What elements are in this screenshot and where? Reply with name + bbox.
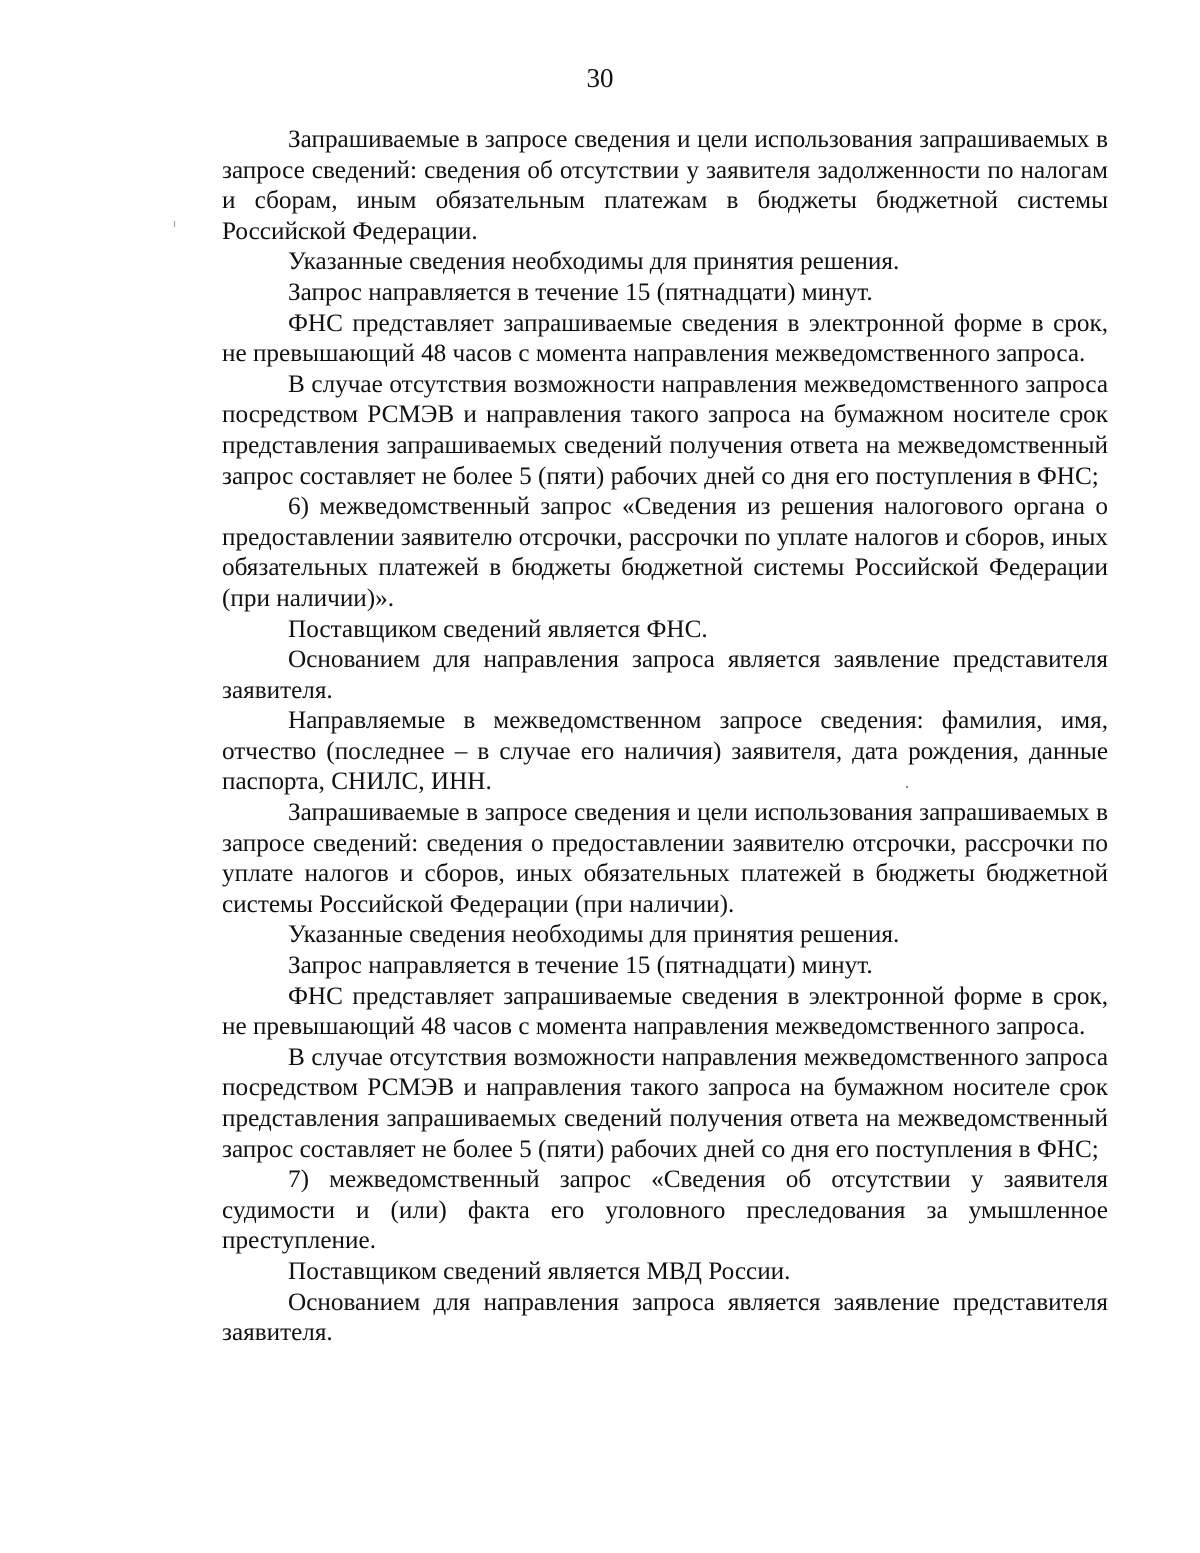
paragraph: 7) межведомственный запрос «Сведения об отсутствии у заявителя судимости и (или) факта его уголовного преследования за умышленное преступление. — [222, 1166, 1108, 1255]
paragraph: Направляемые в межведомственном запросе сведения: фамилия, имя, отчество (последнее – в случае его наличия) заявителя, дата рождения, данные паспорта, СНИЛС, ИНН. — [222, 707, 1108, 796]
paragraph: В случае отсутствия возможности направления межведомственного запроса посредством РСМЭВ и направления такого запроса на бумажном носителе срок представления запрашиваемых сведений получения ответа на межведомственный запрос составляет не более 5 (пяти) рабочих дней со дня его поступления в ФНС; — [222, 1043, 1108, 1163]
paragraph: Поставщиком сведений является ФНС. — [288, 615, 708, 643]
paragraph: Основанием для направления запроса является заявление представителя заявителя. — [222, 646, 1108, 704]
paragraph: ФНС представляет запрашиваемые сведения в электронной форме в срок, не превышающий 48 часов с момента направления межведомственного запроса. — [222, 982, 1108, 1041]
paragraph: Указанные сведения необходимы для принятия решения. — [288, 248, 900, 276]
paragraph: ФНС представляет запрашиваемые сведения в электронной форме в срок, не превышающий 48 часов с момента направления межведомственного запроса. — [222, 309, 1108, 368]
paragraph: Запрос направляется в течение 15 (пятнадцати) минут. — [288, 278, 873, 306]
paragraph: Запрашиваемые в запросе сведения и цели использования запрашиваемых в запросе сведений: сведения о предоставлении заявителю отсрочки, рассрочки по уплате налогов и сборов, иных обязательных платежей в бюджеты бюджетной системы Российской Федерации (при наличии). — [222, 799, 1108, 918]
paragraph: Поставщиком сведений является МВД России. — [288, 1257, 791, 1285]
paragraph: Запрос направляется в течение 15 (пятнадцати) минут. — [288, 952, 873, 980]
scan-artifact — [174, 221, 175, 227]
paragraph: Указанные сведения необходимы для принятия решения. — [288, 921, 900, 949]
paragraph: Запрашиваемые в запросе сведения и цели использования запрашиваемых в запросе сведений: сведения об отсутствии у заявителя задолженности по налогам и сборам, иным обязательным платежам в бюджеты бюджетной системы Российской Федерации. — [222, 126, 1108, 245]
paragraph: В случае отсутствия возможности направления межведомственного запроса посредством РСМЭВ и направления такого запроса на бумажном носителе срок представления запрашиваемых сведений получения ответа на межведомственный запрос составляет не более 5 (пяти) рабочих дней со дня его поступления в ФНС; — [222, 370, 1108, 490]
paragraph: 6) межведомственный запрос «Сведения из решения налогового органа о предоставлении заявителю отсрочки, рассрочки по уплате налогов и сборов, иных обязательных платежей в бюджеты бюджетной системы Российской Федерации (при наличии)». — [222, 493, 1108, 612]
page-number: 30 — [586, 63, 614, 93]
document-body — [222, 125, 1108, 1349]
paragraph: Основанием для направления запроса является заявление представителя заявителя. — [222, 1288, 1108, 1347]
